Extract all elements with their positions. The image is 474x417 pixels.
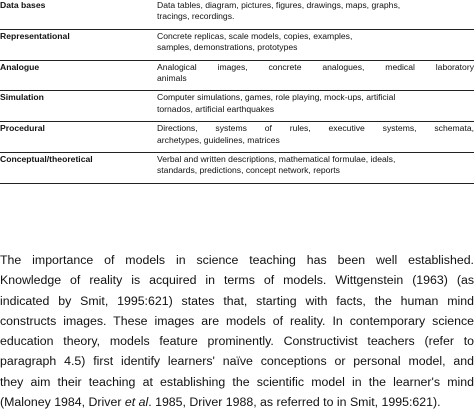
table-row <box>0 60 474 91</box>
description-cell <box>157 122 474 153</box>
table-row <box>0 91 474 122</box>
description-cell <box>157 0 474 29</box>
description-cell <box>157 91 474 122</box>
citation-text: . 1985, Driver 1988, as referred to in Smit, 1995:621). <box>148 395 441 410</box>
table-row <box>0 29 474 60</box>
table-row <box>0 0 474 29</box>
model-types-table <box>0 0 474 184</box>
category-cell: Analogue <box>0 60 157 91</box>
paragraph-line: paragraph 4.5) first identify learners' naïve conceptions or personal model, and <box>0 354 474 369</box>
description-line: tornados, artificial earthquakes <box>157 103 275 114</box>
category-cell: Simulation <box>0 91 157 122</box>
table-row <box>0 122 474 153</box>
category-cell: Procedural <box>0 122 157 153</box>
category-cell: Representational <box>0 29 157 60</box>
category-cell: Data bases <box>0 0 46 10</box>
description-line: tracings, recordings. <box>157 11 235 22</box>
description-cell <box>157 29 474 60</box>
paragraph-line-citation <box>0 392 474 412</box>
description-line: standards, predictions, concept network, reports <box>157 165 340 176</box>
paragraph-line: they aim their teaching at establishing the scientific model in the learner's mind <box>0 374 474 389</box>
citation-et-al: et al <box>124 395 149 410</box>
description-line: Data tables, diagram, pictures, figures, drawings, maps, graphs, <box>157 0 401 10</box>
body-paragraph <box>0 250 474 412</box>
description-line: Verbal and written descriptions, mathematical formulae, ideals, <box>157 154 396 165</box>
description-line: samples, demonstrations, prototypes <box>157 42 298 53</box>
paragraph-line: indicated by Smit, 1995:621) states that, starting with facts, the human mind <box>0 293 474 308</box>
description-line: Computer simulations, games, role playing, mock-ups, artificial <box>157 92 396 103</box>
category-cell: Conceptual/theoretical <box>0 153 157 184</box>
description-line: archetypes, guidelines, matrices <box>157 134 280 145</box>
description-line: Directions, systems of rules, executive systems, schemata, <box>157 123 474 134</box>
paragraph-line: education theory, models feature prominently. Constructivist teachers (refer to <box>0 334 474 349</box>
citation-text: (Maloney 1984, Driver <box>0 395 125 410</box>
description-cell <box>157 153 474 184</box>
table-row <box>0 153 474 184</box>
paragraph-line: The importance of models in science teaching has been well established. <box>0 253 474 267</box>
paragraph-line: Knowledge of reality is acquired in terms of models. Wittgenstein (1963) (as <box>0 273 474 288</box>
description-cell <box>157 60 474 91</box>
description-line: animals <box>157 73 187 84</box>
description-line: Concrete replicas, scale models, copies, examples, <box>157 30 353 41</box>
description-line: Analogical images, concrete analogues, medical laboratory <box>157 61 474 72</box>
paragraph-line: constructs images. These images are models of reality. In contemporary science <box>0 313 474 328</box>
